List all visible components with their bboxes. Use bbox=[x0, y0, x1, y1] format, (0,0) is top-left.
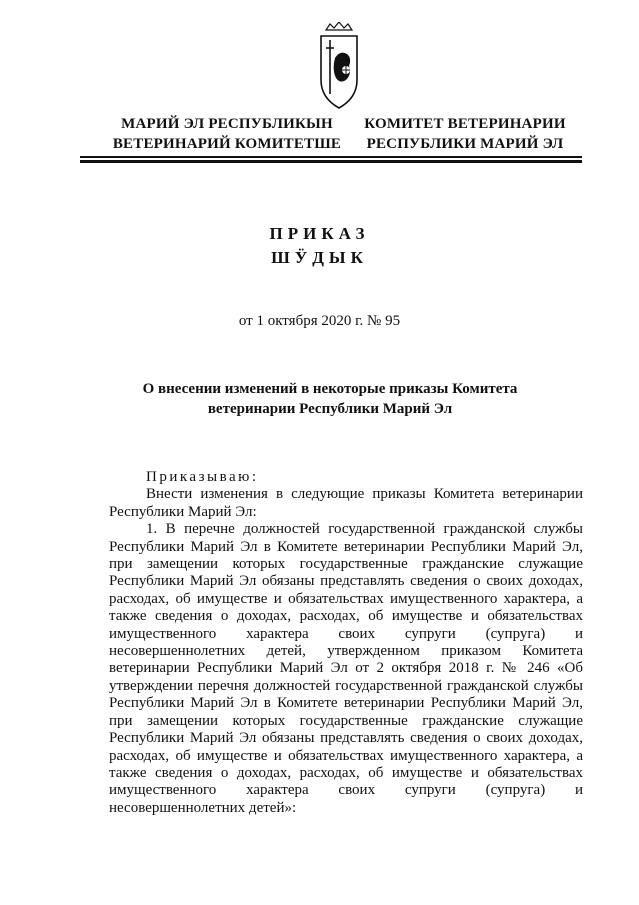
subject-line2: ветеринарии Республики Марий Эл bbox=[207, 401, 453, 417]
header-right-line2: РЕСПУБЛИКИ МАРИЙ ЭЛ bbox=[366, 136, 564, 152]
order-word: Приказываю: bbox=[146, 469, 259, 485]
header-left-line2: ВЕТЕРИНАРИЙ КОМИТЕТШЕ bbox=[112, 136, 342, 152]
header-left-line1: МАРИЙ ЭЛ РЕСПУБЛИКЫН bbox=[121, 116, 333, 132]
header-rule-thin bbox=[80, 156, 582, 158]
item-1-paragraph: 1. В перечне должностей государственной гражданской службы Республики Марий Эл в Комитете ветеринарии Республики Марий Эл, при замещении которых государственные гражданские служащие Республики Марий Эл обязаны представлять сведения о своих доходах, расходах, об имуществе и обязательствах имущественного характера, а также сведения о доходах, расходах, об имуществе и обязательствах имущественного характера своих супруги (супруга) и несовершеннолетних детей, утвержденном приказом Комитета ветеринарии Республики Марий Эл от 2 октября 2018 г. № 246 «Об утверждении перечня должностей государственной гражданской службы Республики Марий Эл в Комитете ветеринарии Республики Марий Эл, при замещении которых государственные гражданские служащие Республики Марий Эл обязаны представлять сведения о своих доходах, расходах, об имуществе и обязательствах имущественного характера, а также сведения о доходах, расходах, об имуществе и обязательствах имущественного характера своих супруги (супруга) и несовершеннолетних детей»: bbox=[109, 521, 583, 816]
document-body bbox=[109, 469, 583, 817]
header-right bbox=[360, 114, 570, 154]
document-date-number: от 1 октября 2020 г. № 95 bbox=[238, 313, 401, 329]
subject-line1: О внесении изменений в некоторые приказы Комитета bbox=[142, 381, 518, 397]
document-subject bbox=[140, 379, 520, 419]
header-rule-thick bbox=[80, 160, 582, 163]
document-title-ru: ПРИКАЗ bbox=[269, 224, 370, 243]
intro-paragraph: Внести изменения в следующие приказы Комитета ветеринарии Республики Марий Эл: bbox=[109, 486, 583, 520]
header-left bbox=[112, 114, 342, 154]
document-title-mari: ШӰДЫК bbox=[271, 248, 368, 267]
coat-of-arms-icon bbox=[318, 22, 360, 110]
header-right-line1: КОМИТЕТ ВЕТЕРИНАРИИ bbox=[364, 116, 566, 132]
